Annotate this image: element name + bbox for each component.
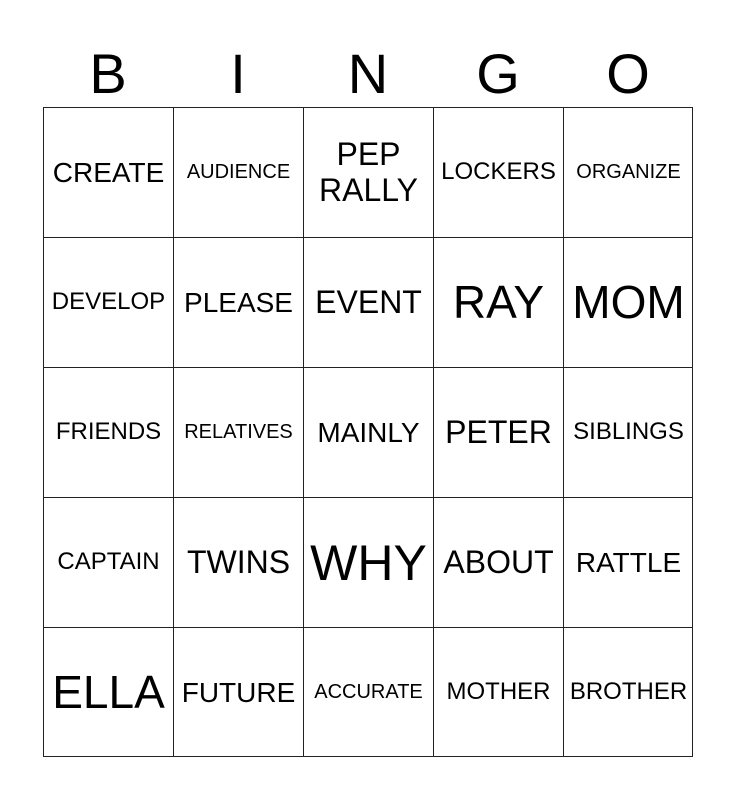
bingo-cell: MOTHER [433,627,563,757]
bingo-cell: BROTHER [563,627,693,757]
bingo-cell: FRIENDS [43,367,173,497]
bingo-cell: MOM [563,237,693,367]
bingo-cell: PETER [433,367,563,497]
bingo-cell: DEVELOP [43,237,173,367]
bingo-cell: FUTURE [173,627,303,757]
bingo-cell: CREATE [43,107,173,237]
bingo-cell: SIBLINGS [563,367,693,497]
bingo-grid [43,107,693,757]
header-letter-b: B [89,42,127,105]
bingo-cell: PEP RALLY [303,107,433,237]
bingo-cell: EVENT [303,237,433,367]
header-letter-g: G [476,42,520,105]
bingo-cell: ELLA [43,627,173,757]
header-letter-i: I [230,42,246,105]
bingo-cell: ACCURATE [303,627,433,757]
bingo-header [43,40,693,108]
bingo-cell: RAY [433,237,563,367]
bingo-cell: ABOUT [433,497,563,627]
bingo-cell: AUDIENCE [173,107,303,237]
bingo-cell: WHY [303,497,433,627]
bingo-cell: CAPTAIN [43,497,173,627]
bingo-cell: RELATIVES [173,367,303,497]
bingo-cell: PLEASE [173,237,303,367]
header-letter-n: N [347,42,389,105]
bingo-cell: LOCKERS [433,107,563,237]
bingo-cell: RATTLE [563,497,693,627]
header-letter-o: O [606,42,650,105]
bingo-cell: ORGANIZE [563,107,693,237]
bingo-cell: MAINLY [303,367,433,497]
bingo-cell: TWINS [173,497,303,627]
